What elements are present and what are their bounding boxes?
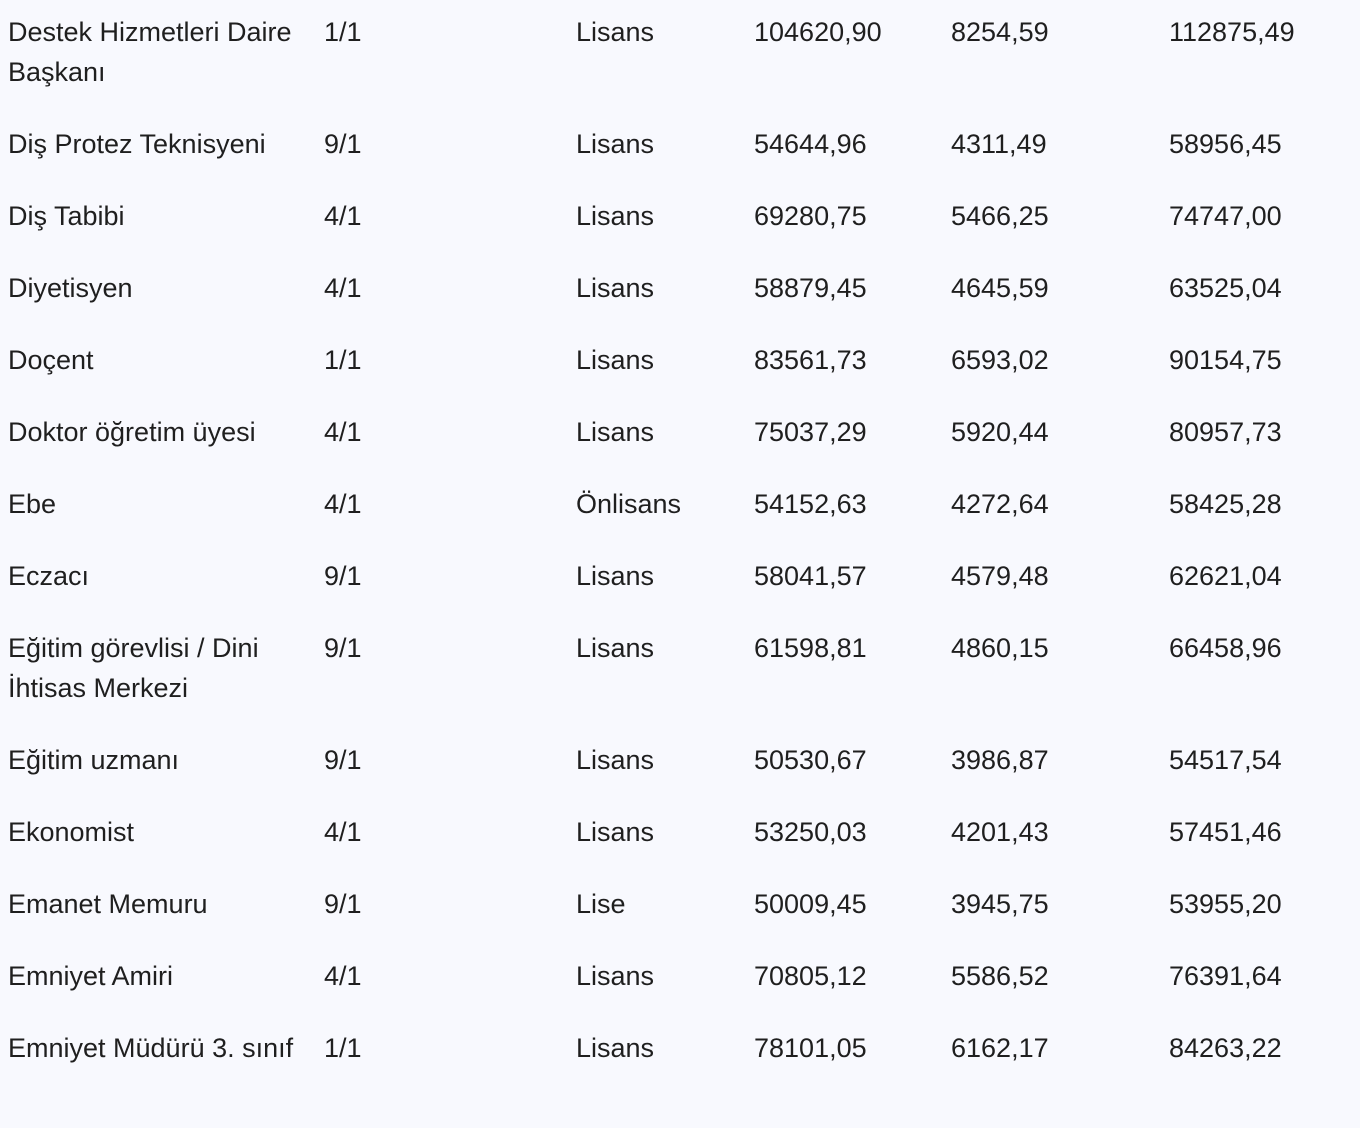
- cell-grade: 4/1: [324, 201, 362, 231]
- cell-total: 76391,64: [1169, 961, 1282, 991]
- cell-base-salary: 54152,63: [754, 489, 867, 519]
- cell-extra: 5466,25: [951, 201, 1049, 231]
- cell-base-salary: 61598,81: [754, 633, 867, 663]
- table-row: [0, 728, 1360, 800]
- cell-total: 90154,75: [1169, 345, 1282, 375]
- cell-extra: 3986,87: [951, 745, 1049, 775]
- table-row: [0, 256, 1360, 328]
- cell-base-salary: 53250,03: [754, 817, 867, 847]
- table-row: [0, 1016, 1360, 1128]
- cell-extra: 5920,44: [951, 417, 1049, 447]
- cell-education: Lisans: [576, 201, 655, 231]
- cell-grade: 1/1: [324, 1033, 362, 1063]
- cell-extra: 4272,64: [951, 489, 1049, 519]
- cell-title: Diyetisyen: [8, 273, 133, 303]
- table-row: [0, 544, 1360, 616]
- cell-grade: 9/1: [324, 561, 362, 591]
- cell-extra: 5586,52: [951, 961, 1049, 991]
- cell-base-salary: 50530,67: [754, 745, 867, 775]
- cell-title: Ebe: [8, 489, 57, 519]
- cell-extra: 4860,15: [951, 633, 1049, 663]
- cell-base-salary: 70805,12: [754, 961, 867, 991]
- cell-total: 62621,04: [1169, 561, 1282, 591]
- cell-title: Diş Tabibi: [8, 201, 125, 231]
- cell-grade: 9/1: [324, 889, 362, 919]
- cell-base-salary: 58879,45: [754, 273, 867, 303]
- table-row: [0, 400, 1360, 472]
- cell-grade: 4/1: [324, 817, 362, 847]
- cell-title: Eğitim görevlisi / Dini İhtisas Merkezi: [8, 633, 259, 703]
- cell-total: 112875,49: [1169, 17, 1295, 47]
- table-row: [0, 872, 1360, 944]
- cell-base-salary: 83561,73: [754, 345, 867, 375]
- cell-base-salary: 78101,05: [754, 1033, 867, 1063]
- cell-grade: 9/1: [324, 745, 362, 775]
- cell-extra: 3945,75: [951, 889, 1049, 919]
- cell-education: Lisans: [576, 817, 655, 847]
- cell-education: Lisans: [576, 129, 655, 159]
- cell-grade: 1/1: [324, 17, 362, 47]
- cell-education: Lisans: [576, 417, 655, 447]
- cell-total: 54517,54: [1169, 745, 1282, 775]
- cell-total: 58425,28: [1169, 489, 1282, 519]
- cell-education: Lisans: [576, 561, 655, 591]
- cell-total: 63525,04: [1169, 273, 1282, 303]
- cell-grade: 4/1: [324, 273, 362, 303]
- cell-education: Lisans: [576, 17, 655, 47]
- cell-total: 58956,45: [1169, 129, 1282, 159]
- cell-education: Lisans: [576, 1033, 655, 1063]
- cell-extra: 4645,59: [951, 273, 1049, 303]
- cell-extra: 4311,49: [951, 129, 1047, 159]
- cell-education: Lisans: [576, 273, 655, 303]
- cell-total: 80957,73: [1169, 417, 1282, 447]
- cell-education: Lise: [576, 889, 626, 919]
- cell-base-salary: 75037,29: [754, 417, 867, 447]
- cell-title: Eğitim uzmanı: [8, 745, 180, 775]
- cell-grade: 4/1: [324, 489, 362, 519]
- cell-base-salary: 50009,45: [754, 889, 867, 919]
- table-row: [0, 616, 1360, 728]
- cell-grade: 9/1: [324, 129, 362, 159]
- cell-grade: 4/1: [324, 417, 362, 447]
- cell-total: 74747,00: [1169, 201, 1282, 231]
- cell-title: Emniyet Amiri: [8, 961, 174, 991]
- cell-grade: 9/1: [324, 633, 362, 663]
- cell-base-salary: 104620,90: [754, 17, 882, 47]
- cell-base-salary: 69280,75: [754, 201, 867, 231]
- cell-education: Lisans: [576, 961, 655, 991]
- cell-total: 84263,22: [1169, 1033, 1282, 1063]
- cell-title: Diş Protez Teknisyeni: [8, 129, 266, 159]
- cell-title: Emanet Memuru: [8, 889, 208, 919]
- table-row: [0, 944, 1360, 1016]
- cell-grade: 1/1: [324, 345, 362, 375]
- cell-title: Doçent: [8, 345, 94, 375]
- cell-extra: 6593,02: [951, 345, 1049, 375]
- cell-title: Emniyet Müdürü 3. sınıf: [8, 1033, 294, 1063]
- cell-base-salary: 54644,96: [754, 129, 867, 159]
- cell-grade: 4/1: [324, 961, 362, 991]
- table-row: [0, 328, 1360, 400]
- cell-title: Doktor öğretim üyesi: [8, 417, 256, 447]
- cell-education: Önlisans: [576, 489, 682, 519]
- cell-base-salary: 58041,57: [754, 561, 867, 591]
- cell-title: Destek Hizmetleri Daire Başkanı: [8, 17, 292, 87]
- cell-education: Lisans: [576, 745, 655, 775]
- cell-extra: 4201,43: [951, 817, 1049, 847]
- table-row: [0, 184, 1360, 256]
- table-row: [0, 0, 1360, 112]
- table-row: [0, 800, 1360, 872]
- table-row: [0, 112, 1360, 184]
- cell-extra: 4579,48: [951, 561, 1049, 591]
- cell-total: 53955,20: [1169, 889, 1282, 919]
- cell-education: Lisans: [576, 345, 655, 375]
- cell-extra: 8254,59: [951, 17, 1049, 47]
- cell-total: 57451,46: [1169, 817, 1282, 847]
- table-row: [0, 472, 1360, 544]
- cell-total: 66458,96: [1169, 633, 1282, 663]
- cell-education: Lisans: [576, 633, 655, 663]
- cell-title: Eczacı: [8, 561, 90, 591]
- cell-extra: 6162,17: [951, 1033, 1049, 1063]
- cell-title: Ekonomist: [8, 817, 135, 847]
